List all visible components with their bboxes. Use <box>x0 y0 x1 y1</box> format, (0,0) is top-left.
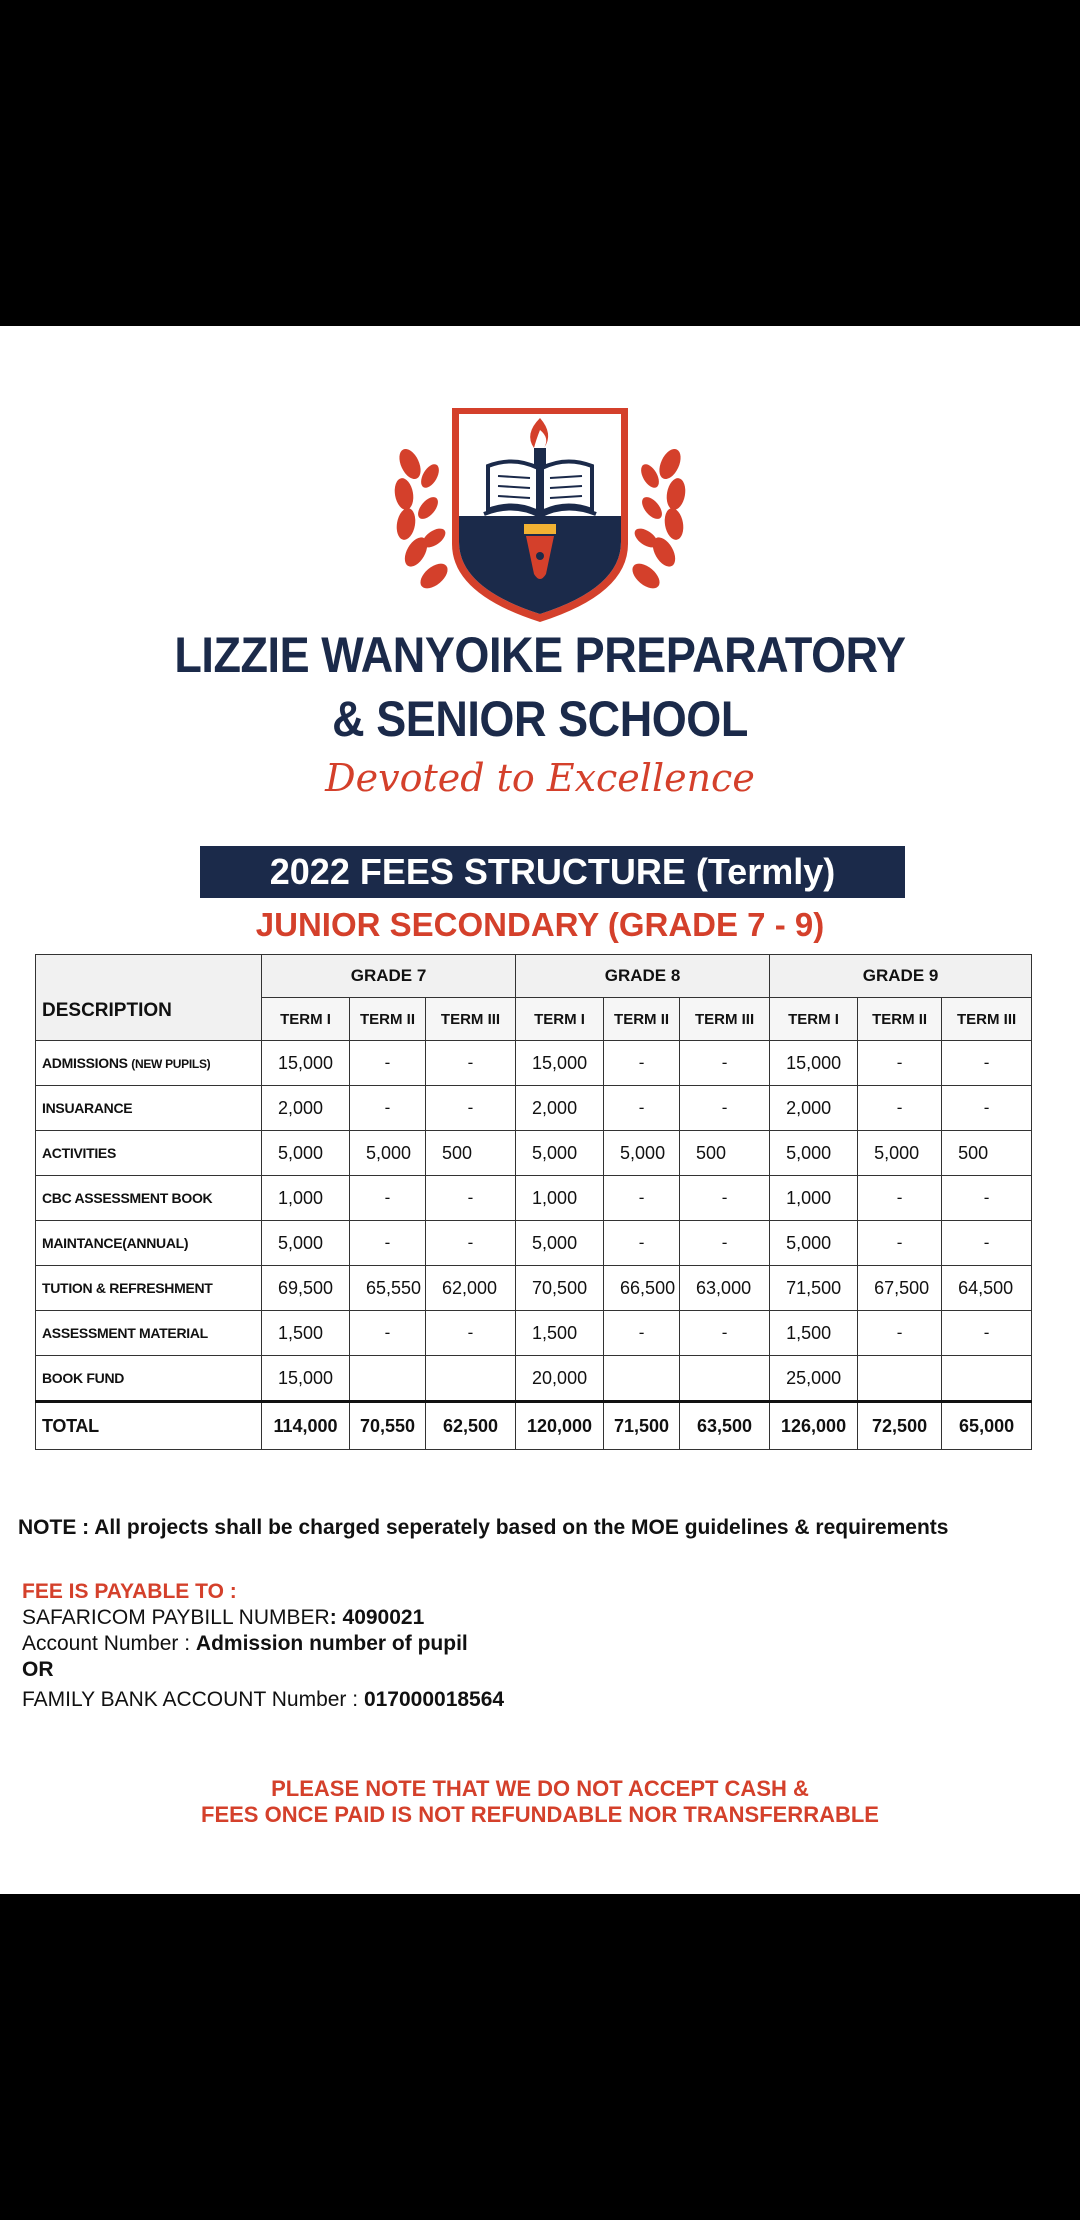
term-header: TERM III <box>942 998 1032 1041</box>
table-row <box>36 1086 1032 1131</box>
or-separator <box>22 1658 54 1682</box>
bank-line <box>22 1688 504 1712</box>
term-header: TERM I <box>770 998 858 1041</box>
account-label: Account Number : <box>22 1632 196 1655</box>
fee-cell: 5,000 <box>262 1131 350 1176</box>
fee-cell: 2,000 <box>262 1086 350 1131</box>
fee-cell: 63,500 <box>680 1402 770 1450</box>
table-row <box>36 1266 1032 1311</box>
fee-cell: - <box>942 1086 1032 1131</box>
term-header: TERM III <box>680 998 770 1041</box>
fee-cell: - <box>680 1311 770 1356</box>
fee-cell: 1,500 <box>770 1311 858 1356</box>
row-label <box>36 1356 262 1402</box>
term-header: TERM II <box>604 998 680 1041</box>
paybill-label: SAFARICOM PAYBILL NUMBER <box>22 1606 330 1629</box>
fee-cell: 64,500 <box>942 1266 1032 1311</box>
fee-cell: 2,000 <box>516 1086 604 1131</box>
fee-cell: - <box>858 1086 942 1131</box>
fee-cell: 2,000 <box>770 1086 858 1131</box>
table-row <box>36 1221 1032 1266</box>
fee-cell: 15,000 <box>516 1041 604 1086</box>
term-header: TERM I <box>516 998 604 1041</box>
fee-cell: 65,550 <box>350 1266 426 1311</box>
fee-cell: 5,000 <box>858 1131 942 1176</box>
row-label-text: TUTION & REFRESHMENT <box>42 1280 213 1296</box>
table-row <box>36 1176 1032 1221</box>
account-line <box>22 1632 468 1656</box>
fee-cell <box>426 1356 516 1402</box>
row-label <box>36 1402 262 1450</box>
fee-cell: - <box>350 1041 426 1086</box>
fee-cell: - <box>604 1221 680 1266</box>
projects-note: NOTE : All projects shall be charged seperately based on the MOE guidelines & requirements <box>18 1516 949 1539</box>
fees-table <box>35 954 1032 1450</box>
fee-cell: 71,500 <box>604 1402 680 1450</box>
fee-cell: - <box>350 1086 426 1131</box>
fee-cell: - <box>426 1086 516 1131</box>
fee-cell: 1,000 <box>262 1176 350 1221</box>
fee-cell: 25,000 <box>770 1356 858 1402</box>
fee-cell: - <box>604 1086 680 1131</box>
fee-cell: - <box>858 1311 942 1356</box>
paybill-number: : 4090021 <box>329 1606 425 1629</box>
fee-cell: 72,500 <box>858 1402 942 1450</box>
fee-cell <box>350 1356 426 1402</box>
fees-title-banner: 2022 FEES STRUCTURE (Termly) <box>200 846 905 898</box>
fee-cell: - <box>858 1041 942 1086</box>
laurel-right-icon <box>628 446 688 593</box>
fee-cell: 500 <box>426 1131 516 1176</box>
row-label-text: ADMISSIONS <box>42 1055 128 1071</box>
fee-cell: 5,000 <box>516 1221 604 1266</box>
fee-cell: 500 <box>942 1131 1032 1176</box>
row-label <box>36 1086 262 1131</box>
fee-cell: 70,550 <box>350 1402 426 1450</box>
fee-cell: - <box>604 1311 680 1356</box>
term-header: TERM II <box>858 998 942 1041</box>
fee-cell: 65,000 <box>942 1402 1032 1450</box>
fee-cell: - <box>942 1176 1032 1221</box>
fee-cell: - <box>942 1311 1032 1356</box>
account-value: Admission number of pupil <box>195 1632 468 1655</box>
fee-cell <box>942 1356 1032 1402</box>
fee-cell: - <box>942 1221 1032 1266</box>
fee-cell: 1,500 <box>262 1311 350 1356</box>
fee-cell: - <box>350 1221 426 1266</box>
grade-header: GRADE 9 <box>770 955 1032 998</box>
row-label <box>36 1266 262 1311</box>
table-row <box>36 1131 1032 1176</box>
laurel-left-icon <box>392 446 452 593</box>
school-motto: Devoted to Excellence <box>325 756 755 800</box>
row-label <box>36 1176 262 1221</box>
fee-cell: 500 <box>680 1131 770 1176</box>
row-label <box>36 1311 262 1356</box>
fee-cell: 5,000 <box>516 1131 604 1176</box>
fee-cell: 1,500 <box>516 1311 604 1356</box>
fee-cell: - <box>426 1221 516 1266</box>
fee-cell: 126,000 <box>770 1402 858 1450</box>
fee-cell: 120,000 <box>516 1402 604 1450</box>
fee-cell: 5,000 <box>770 1131 858 1176</box>
fee-cell: - <box>858 1176 942 1221</box>
fee-cell: 114,000 <box>262 1402 350 1450</box>
fee-cell: - <box>350 1311 426 1356</box>
fee-cell: 62,000 <box>426 1266 516 1311</box>
row-label-text: CBC ASSESSMENT BOOK <box>42 1190 213 1206</box>
term-header: TERM III <box>426 998 516 1041</box>
fee-cell: 69,500 <box>262 1266 350 1311</box>
row-label-text: ASSESSMENT MATERIAL <box>42 1325 208 1341</box>
term-header: TERM I <box>262 998 350 1041</box>
fee-cell: - <box>680 1176 770 1221</box>
row-label-text: ACTIVITIES <box>42 1145 117 1161</box>
bank-label: FAMILY BANK ACCOUNT Number : <box>22 1688 364 1711</box>
row-label-text: TOTAL <box>42 1415 99 1436</box>
fee-cell: 15,000 <box>262 1041 350 1086</box>
row-label-text: INSUARANCE <box>42 1100 133 1116</box>
payable-heading: FEE IS PAYABLE TO : <box>22 1580 237 1603</box>
fee-cell: - <box>350 1176 426 1221</box>
warning-line-1: PLEASE NOTE THAT WE DO NOT ACCEPT CASH & <box>271 1776 809 1801</box>
or-text: OR <box>22 1658 54 1681</box>
bank-account-number: 017000018564 <box>363 1688 505 1711</box>
school-name-line2: & SENIOR SCHOOL <box>332 691 748 747</box>
table-row <box>36 1311 1032 1356</box>
fees-document <box>0 326 1080 1894</box>
fee-cell: 15,000 <box>262 1356 350 1402</box>
fee-cell: - <box>426 1176 516 1221</box>
fee-cell: - <box>604 1176 680 1221</box>
grade-header: GRADE 7 <box>262 955 516 998</box>
row-label-text: BOOK FUND <box>42 1370 125 1386</box>
fee-cell: 1,000 <box>770 1176 858 1221</box>
fee-cell: - <box>942 1041 1032 1086</box>
fee-cell: - <box>858 1221 942 1266</box>
fee-cell <box>680 1356 770 1402</box>
open-book-icon <box>484 461 596 516</box>
fee-cell: 70,500 <box>516 1266 604 1311</box>
row-label-note: (NEW PUPILS) <box>131 1057 211 1071</box>
fee-cell: 1,000 <box>516 1176 604 1221</box>
row-label <box>36 1221 262 1266</box>
fee-cell <box>604 1356 680 1402</box>
row-label <box>36 1131 262 1176</box>
school-crest-logo <box>360 404 720 624</box>
table-row <box>36 1356 1032 1402</box>
fee-cell: 5,000 <box>604 1131 680 1176</box>
fee-cell: - <box>680 1221 770 1266</box>
fee-cell: 63,000 <box>680 1266 770 1311</box>
fee-cell: 67,500 <box>858 1266 942 1311</box>
fee-cell: - <box>680 1041 770 1086</box>
fee-cell: - <box>426 1041 516 1086</box>
fee-cell: 5,000 <box>770 1221 858 1266</box>
row-label-text: MAINTANCE(ANNUAL) <box>42 1235 189 1251</box>
school-name-line1: LIZZIE WANYOIKE PREPARATORY <box>174 627 906 683</box>
fee-cell: 20,000 <box>516 1356 604 1402</box>
fee-cell: 5,000 <box>350 1131 426 1176</box>
paybill-line <box>22 1606 424 1630</box>
fee-cell: 66,500 <box>604 1266 680 1311</box>
fee-cell: 62,500 <box>426 1402 516 1450</box>
term-header: TERM II <box>350 998 426 1041</box>
fee-cell: - <box>604 1041 680 1086</box>
warning-line-2: FEES ONCE PAID IS NOT REFUNDABLE NOR TRANSFERRABLE <box>201 1802 879 1827</box>
row-label <box>36 1041 262 1086</box>
fees-table-body <box>36 1041 1032 1450</box>
fee-cell <box>858 1356 942 1402</box>
grade-header: GRADE 8 <box>516 955 770 998</box>
fee-cell: 15,000 <box>770 1041 858 1086</box>
total-row <box>36 1402 1032 1450</box>
fee-cell: 5,000 <box>262 1221 350 1266</box>
description-header: DESCRIPTION <box>36 955 262 1041</box>
fee-cell: 71,500 <box>770 1266 858 1311</box>
table-row <box>36 1041 1032 1086</box>
fees-subtitle: JUNIOR SECONDARY (GRADE 7 - 9) <box>255 906 825 943</box>
fee-cell: - <box>426 1311 516 1356</box>
fee-cell: - <box>680 1086 770 1131</box>
